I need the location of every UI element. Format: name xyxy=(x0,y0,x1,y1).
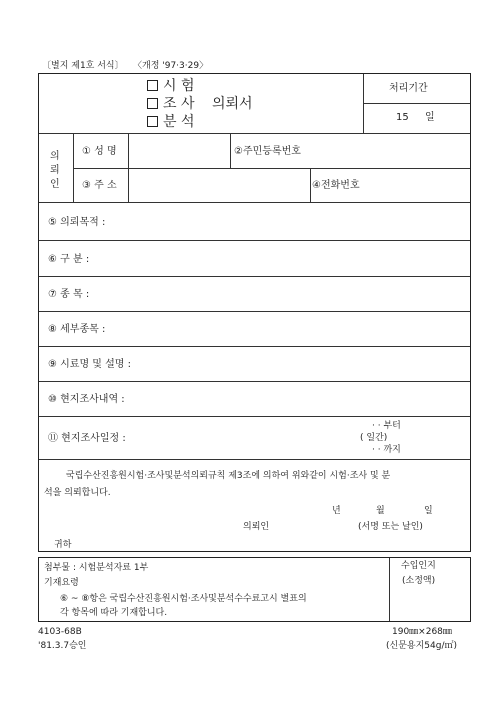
addressee: 귀하 xyxy=(54,540,72,550)
address-label: ③ 주 소 xyxy=(82,180,117,191)
attachment-note: 첨부물 : 시험분석자료 1부 xyxy=(44,563,149,573)
requester-section-label-1: 의 xyxy=(50,151,60,162)
schedule-days: ( 일간) xyxy=(360,433,388,443)
form-code: 4103-68B xyxy=(38,627,82,637)
date-month: 월 xyxy=(376,506,385,516)
name-label: ① 성 명 xyxy=(82,146,117,157)
form-title: 의뢰서 xyxy=(212,96,253,112)
title-option-survey[interactable]: 조 사 xyxy=(147,97,195,111)
requester-sign-label: 의뢰인 xyxy=(243,522,270,532)
field-purpose: ⑤ 의뢰목적 : xyxy=(48,217,106,228)
processing-period-value: 15 xyxy=(396,112,409,123)
date-day: 일 xyxy=(424,506,433,516)
processing-period-label: 처리기간 xyxy=(389,83,428,94)
date-year: 년 xyxy=(332,506,341,516)
revenue-stamp-label: 수입인지 xyxy=(401,561,436,571)
guide-title: 기재요령 xyxy=(44,578,79,588)
schedule-from: · · 부터 xyxy=(372,421,401,431)
field-field-survey: ⑩ 현지조사내역 : xyxy=(48,394,125,405)
paper-size: 190㎜×268㎜ xyxy=(392,627,452,637)
field-item: ⑦ 종 목 : xyxy=(48,289,90,300)
guide-line-2: 각 항목에 따라 기재합니다. xyxy=(60,608,168,618)
paper-type: (신문용지54g/㎡) xyxy=(386,641,457,651)
field-sub-item: ⑧ 세부종목 : xyxy=(48,324,106,335)
checkbox-icon xyxy=(147,80,158,91)
title-option-analysis[interactable]: 분 석 xyxy=(147,115,195,129)
field-schedule: ⑪ 현지조사일정 : xyxy=(48,433,126,444)
schedule-to: · · 까지 xyxy=(372,445,401,455)
revenue-stamp-sub: (소정액) xyxy=(402,576,436,586)
statement-line-1: 국립수산진흥원시험·조사및분석의뢰규칙 제3조에 의하여 위와같이 시험·조사 및 분 xyxy=(66,471,391,481)
requester-section-label-3: 인 xyxy=(50,179,60,190)
requester-section-label-2: 뢰 xyxy=(50,165,60,176)
field-sample: ⑨ 시료명 및 설명 : xyxy=(48,359,132,370)
phone-label: ④전화번호 xyxy=(312,180,360,191)
title-option-test[interactable]: 시 험 xyxy=(147,79,195,93)
resident-number-label: ②주민등록번호 xyxy=(234,146,301,157)
approval-date: '81.3.7승인 xyxy=(38,641,87,651)
statement-line-2: 석을 의뢰합니다. xyxy=(44,488,111,498)
form-number: 〔별지 제1호 서식〕 xyxy=(42,61,124,71)
processing-period-unit: 일 xyxy=(425,112,435,123)
field-category: ⑥ 구 분 : xyxy=(48,254,90,265)
checkbox-icon xyxy=(147,116,158,127)
revision-date: 〈개정 '97·3·29〉 xyxy=(133,61,209,71)
sign-or-seal: (서명 또는 날인) xyxy=(358,522,423,532)
checkbox-icon xyxy=(147,98,158,109)
guide-line-1: ⑥ ~ ⑧항은 국립수산진흥원시험·조사및분석수수료고시 별표의 xyxy=(60,594,307,604)
